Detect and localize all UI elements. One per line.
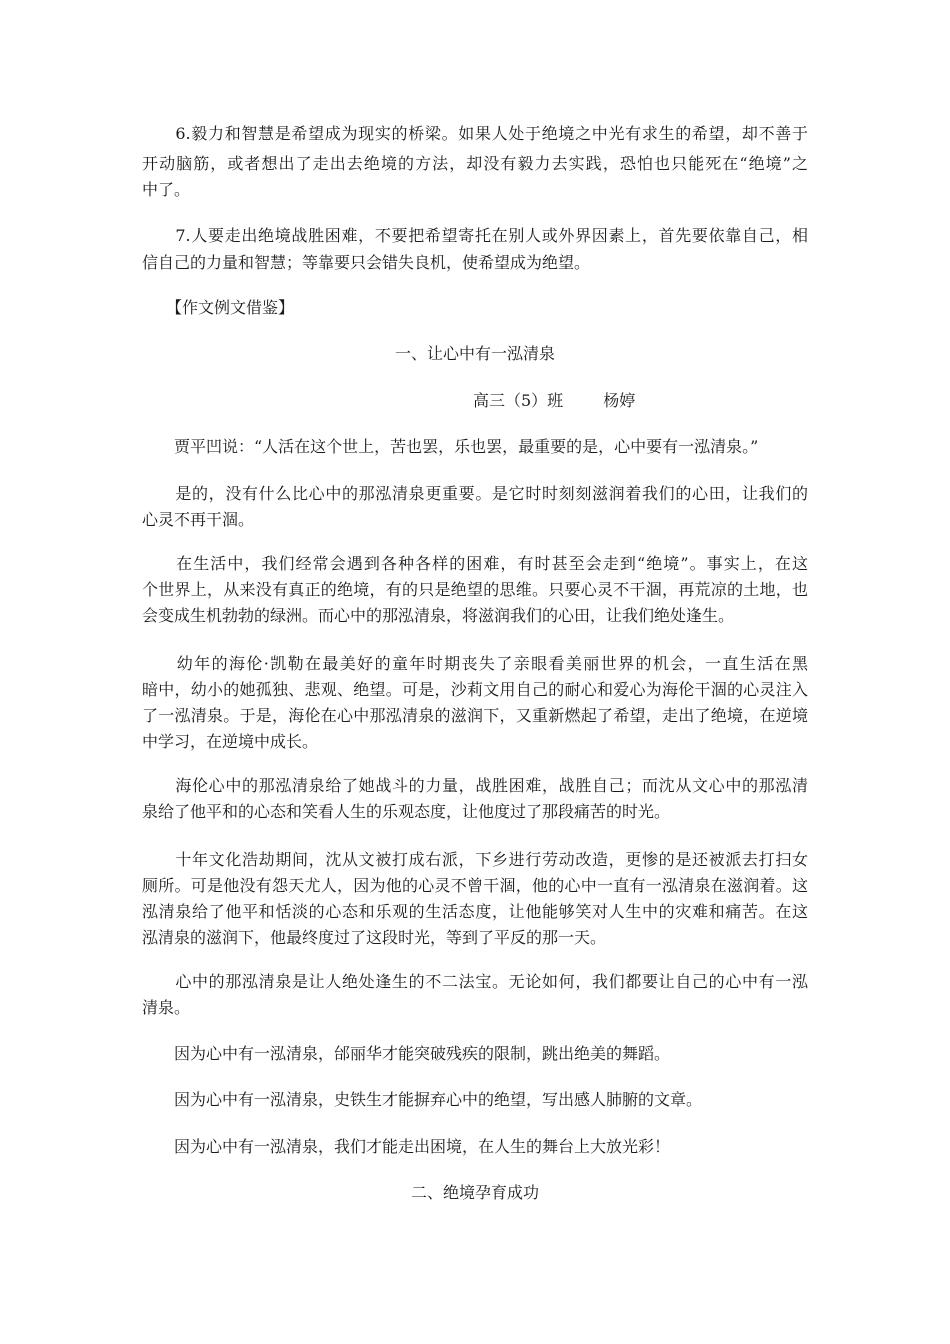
essay-1-paragraph-4-line-1: 幼年的海伦·凯勒在最美好的童年时期丧失了亲眼看美丽世界的机会，一直生活在黑 <box>142 654 808 673</box>
point-6-line-2: 开动脑筋，或者想出了走出去绝境的方法，却没有毅力去实践，恐怕也只能死在“绝境”之 <box>142 154 808 173</box>
essay-1-author: 杨婷 <box>603 391 636 410</box>
essay-1-paragraph-5-line-1: 海伦心中的那泓清泉给了她战斗的力量，战胜困难，战胜自己；而沈从文心中的那泓清 <box>142 776 808 795</box>
essay-1-paragraph-2-line-2: 心灵不再干涸。 <box>142 510 255 529</box>
section-heading: 【作文例文借鉴】 <box>142 298 295 317</box>
essay-1-title: 一、让心中有一泓清泉 <box>394 344 555 363</box>
essay-1-paragraph-1: 贾平凹说：“人活在这个世上，苦也罢，乐也罢，最重要的是，心中要有一泓清泉。” <box>142 437 759 456</box>
essay-1-paragraph-3-line-2: 个世界上，从来没有真正的绝境，有的只是绝望的思维。只要心灵不干涸，再荒凉的土地，也 <box>142 580 808 599</box>
essay-1-paragraph-10: 因为心中有一泓清泉，我们才能走出困境，在人生的舞台上大放光彩！ <box>142 1137 671 1156</box>
essay-1-paragraph-2-line-1: 是的，没有什么比心中的那泓清泉更重要。是它时时刻刻滋润着我们的心田，让我们的 <box>142 484 808 503</box>
essay-1-byline <box>473 391 635 411</box>
essay-1-paragraph-8: 因为心中有一泓清泉，邰丽华才能突破残疾的限制，跳出绝美的舞蹈。 <box>142 1044 671 1063</box>
essay-1-paragraph-7-line-2: 清泉。 <box>142 998 191 1017</box>
essay-1-paragraph-4-line-4: 中学习，在逆境中成长。 <box>142 732 319 751</box>
essay-1-paragraph-6-line-1: 十年文化浩劫期间，沈从文被打成右派，下乡进行劳动改造，更惨的是还被派去打扫女 <box>142 850 808 869</box>
essay-1-paragraph-9: 因为心中有一泓清泉，史铁生才能摒弃心中的绝望，写出感人肺腑的文章。 <box>142 1090 703 1109</box>
essay-1-paragraph-3-line-1: 在生活中，我们经常会遇到各种各样的困难，有时甚至会走到“绝境”。事实上，在这 <box>142 554 808 573</box>
point-6-line-1: 6.毅力和智慧是希望成为现实的桥梁。如果人处于绝境之中光有求生的希望，却不善于 <box>142 124 808 143</box>
essay-1-paragraph-4-line-3: 了一泓清泉。于是，海伦在心中那泓清泉的滋润下，又重新燃起了希望，走出了绝境，在逆境 <box>142 706 808 725</box>
essay-2-title: 二、绝境孕育成功 <box>410 1183 539 1202</box>
point-7-line-1: 7.人要走出绝境战胜困难，不要把希望寄托在别人或外界因素上，首先要依靠自己，相 <box>142 226 808 245</box>
essay-1-paragraph-4-line-2: 暗中，幼小的她孤独、悲观、绝望。可是，沙莉文用自己的耐心和爱心为海伦干涸的心灵注入 <box>142 680 808 699</box>
essay-1-paragraph-6-line-3: 泓清泉给了他平和恬淡的心态和乐观的生活态度，让他能够笑对人生中的灾难和痛苦。在这 <box>142 902 808 921</box>
essay-1-paragraph-6-line-2: 厕所。可是他没有怨天尤人，因为他的心灵不曾干涸，他的心中一直有一泓清泉在滋润着。这 <box>142 876 808 895</box>
point-6-line-3: 中了。 <box>142 180 191 199</box>
essay-1-paragraph-7-line-1: 心中的那泓清泉是让人绝处逢生的不二法宝。无论如何，我们都要让自己的心中有一泓 <box>142 972 808 991</box>
essay-1-paragraph-5-line-2: 泉给了他平和的心态和笑看人生的乐观态度，让他度过了那段痛苦的时光。 <box>142 802 671 821</box>
point-7-line-2: 信自己的力量和智慧；等靠要只会错失良机，使希望成为绝望。 <box>142 253 591 272</box>
essay-1-class: 高三（5）班 <box>473 391 564 410</box>
essay-1-paragraph-6-line-4: 泓清泉的滋润下，他最终度过了这段时光，等到了平反的那一天。 <box>142 928 607 947</box>
essay-1-paragraph-3-line-3: 会变成生机勃勃的绿洲。而心中的那泓清泉，将滋润我们的心田，让我们绝处逢生。 <box>142 606 735 625</box>
